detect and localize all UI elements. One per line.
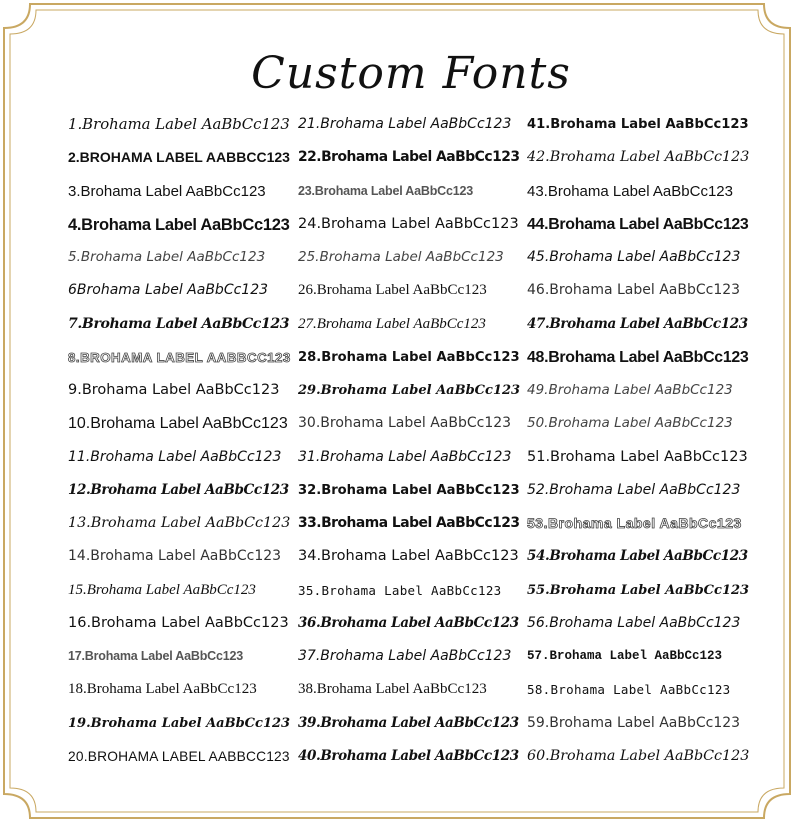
font-sample-item: 33.Brohama Label AaBbCc123 [298,515,520,531]
font-column-1 [68,108,291,773]
font-sample-item: 2.BROHAMA LABEL AABBCC123 [68,149,290,166]
font-sample-item: 50.Brohama Label AaBbCc123 [527,415,733,432]
font-sample-item: 46.Brohama Label AaBbCc123 [527,282,741,299]
font-sample-item: 25.Brohama Label AaBbCc123 [298,249,504,265]
font-sample-item: 34.Brohama Label AaBbCc123 [298,548,519,565]
font-sample-item: 26.Brohama Label AaBbCc123 [298,282,487,299]
font-sample-item: 31.Brohama Label AaBbCc123 [298,448,512,465]
font-column-3 [527,108,749,773]
font-sample-item: 54.Brohama Label AaBbCc123 [527,548,748,565]
font-sample-item: 23.Brohama Label AaBbCc123 [298,183,473,198]
font-sample-item: 16.Brohama Label AaBbCc123 [68,614,289,631]
font-sample-item: 4.Brohama Label AaBbCc123 [68,214,290,234]
font-sample-item: 5.Brohama Label AaBbCc123 [68,249,266,265]
font-sample-item: 24.Brohama Label AaBbCc123 [298,215,519,232]
font-sample-item: 41.Brohama Label AaBbCc123 [527,117,749,132]
font-sample-item: 42.Brohama Label AaBbCc123 [527,149,750,166]
font-sample-item: 22.Brohama Label AaBbCc123 [298,149,520,166]
font-sample-item: 37.Brohama Label AaBbCc123 [298,648,512,664]
font-sample-item: 44.Brohama Label AaBbCc123 [527,215,749,233]
font-sample-item: 27.Brohama Label AaBbCc123 [298,315,486,332]
page-title: Custom Fonts [251,48,571,99]
font-sample-item: 10.Brohama Label AaBbCc123 [68,415,288,433]
font-sample-item: 40.Brohama Label AaBbCc123 [298,747,519,764]
font-sample-item: 58.Brohama Label AaBbCc123 [527,682,731,698]
font-sample-item: 17.Brohama Label AaBbCc123 [68,649,243,663]
font-sample-item: 28.Brohama Label AaBbCc123 [298,349,520,365]
font-sample-item: 30.Brohama Label AaBbCc123 [298,415,512,432]
font-sample-item: 15.Brohama Label AaBbCc123 [68,581,256,598]
font-sample-item: 36.Brohama Label AaBbCc123 [298,614,519,631]
font-sample-item: 3.Brohama Label AaBbCc123 [68,182,266,200]
font-sample-item: 60.Brohama Label AaBbCc123 [527,747,750,764]
font-sample-item: 29.Brohama Label AaBbCc123 [298,383,521,398]
font-sample-item: 38.Brohama Label AaBbCc123 [298,681,487,698]
font-sample-item: 57.Brohama Label AaBbCc123 [527,649,723,663]
font-sample-item: 47.Brohama Label AaBbCc123 [527,315,748,332]
font-sample-item: 48.Brohama Label AaBbCc123 [527,348,749,366]
font-sample-item: 39.Brohama Label AaBbCc123 [298,714,519,731]
font-sample-item: 19.Brohama Label AaBbCc123 [68,715,291,731]
font-sample-item: 8.BROHAMA LABEL AABBCC123 [68,349,291,365]
font-sample-item: 53.Brohama Label AaBbCc123 [527,515,742,531]
font-sample-item: 56.Brohama Label AaBbCc123 [527,614,741,631]
font-sample-item: 11.Brohama Label AaBbCc123 [68,448,282,465]
font-sample-item: 13.Brohama Label AaBbCc123 [68,515,291,531]
font-sample-item: 45.Brohama Label AaBbCc123 [527,249,741,265]
font-sample-item: 21.Brohama Label AaBbCc123 [298,116,512,132]
font-column-2 [298,108,520,773]
font-sample-item: 12.Brohama Label AaBbCc123 [68,481,289,498]
font-sample-item: 7.Brohama Label AaBbCc123 [68,315,290,332]
font-sample-item: 59.Brohama Label AaBbCc123 [527,714,741,731]
font-sample-item: 35.Brohama Label AaBbCc123 [298,582,502,598]
font-sample-item: 49.Brohama Label AaBbCc123 [527,382,733,398]
font-sample-item: 9.Brohama Label AaBbCc123 [68,382,280,398]
font-sample-item: 52.Brohama Label AaBbCc123 [527,481,741,498]
font-sample-item: 20.BROHAMA LABEL AABBCC123 [68,748,290,764]
font-sample-item: 1.Brohama Label AaBbCc123 [68,115,290,133]
font-sample-item: 55.Brohama Label AaBbCc123 [527,582,750,598]
font-sample-item: 51.Brohama Label AaBbCc123 [527,448,748,465]
font-sample-item: 32.Brohama Label AaBbCc123 [298,482,520,498]
font-sample-item: 6Brohama Label AaBbCc123 [68,282,269,299]
font-sample-item: 14.Brohama Label AaBbCc123 [68,548,282,565]
font-sample-item: 18.Brohama Label AaBbCc123 [68,681,257,698]
font-sample-item: 43.Brohama Label AaBbCc123 [527,182,733,200]
